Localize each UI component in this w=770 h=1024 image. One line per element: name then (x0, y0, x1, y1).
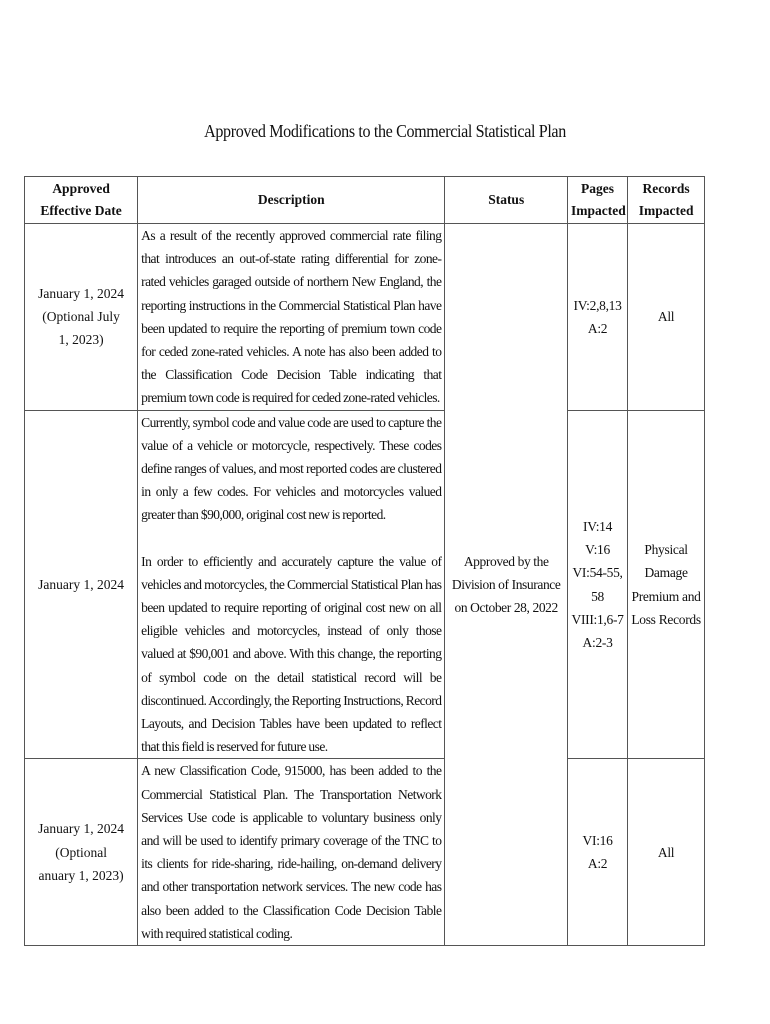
records-impacted-cell: All (628, 759, 705, 946)
description-cell (138, 759, 445, 946)
page-title: Approved Modifications to the Commercial Statistical Plan (204, 121, 566, 141)
status-cell: Approved by the Division of Insurance on October 28, 2022 (445, 224, 568, 946)
records-impacted-cell: Physical Damage Premium and Loss Records (628, 410, 705, 759)
header-pages-impacted: Pages Impacted (567, 177, 627, 224)
effective-date-cell: January 1, 2024 (25, 410, 138, 759)
pages-impacted-cell: VI:16 A:2 (567, 759, 627, 946)
description-paragraph: As a result of the recently approved commercial rate filing that introduces an out-of-state rating differential for zone-rated vehicles garaged outside of northern New England, the reporting instructions in the Commercial Statistical Plan have been updated to require the reporting of premium town code for ceded zone-rated vehicles. A note has also been added to the Classification Code Decision Table indicating that premium town code is required for ceded zone-rated vehicles. (141, 228, 442, 406)
description-paragraph: A new Classification Code, 915000, has been added to the Commercial Statistical Plan. The Transportation Network Services Use code is applicable to voluntary business only and will be used to identify primary coverage of the TNC to its clients for ride-sharing, ride-hailing, on-demand delivery and other transportation network services. The new code has also been added to the Classification Code Decision Table with required statistical coding. (141, 763, 442, 941)
header-status: Status (445, 177, 568, 224)
effective-date-cell: January 1, 2024 (Optional July 1, 2023) (25, 224, 138, 411)
header-records-impacted: Records Impacted (628, 177, 705, 224)
description-cell (138, 410, 445, 759)
table-row (25, 759, 705, 946)
records-impacted-cell: All (628, 224, 705, 411)
description-paragraph: Currently, symbol code and value code are used to capture the value of a vehicle or motorcycle, respectively. These codes define ranges of values, and most reported codes are clustered in only a few codes. For vehicles and motorcycles valued greater than $90,000, original cost new is reported. (141, 414, 442, 523)
effective-date-cell: January 1, 2024 (Optional anuary 1, 2023) (25, 759, 138, 946)
header-effective-date: Approved Effective Date (25, 177, 138, 224)
header-description: Description (138, 177, 445, 224)
pages-impacted-cell: IV:2,8,13 A:2 (567, 224, 627, 411)
description-paragraph: In order to efficiently and accurately capture the value of vehicles and motorcycles, the Commercial Statistical Plan has been updated to require reporting of original cost new on all eligible vehicles and motorcycles, instead of only those valued at $90,001 and above. With this change, the reporting of symbol code on the detail statistical record will be discontinued. Accordingly, the Reporting Instructions, Record Layouts, and Decision Tables have been updated to reflect that this field is reserved for future use. (141, 553, 442, 755)
description-cell (138, 224, 445, 411)
table-header-row (25, 177, 705, 224)
table-row (25, 410, 705, 759)
table-row (25, 224, 705, 411)
pages-impacted-cell: IV:14 V:16 VI:54-55, 58 VIII:1,6-7 A:2-3 (567, 410, 627, 759)
modifications-table (24, 176, 705, 946)
